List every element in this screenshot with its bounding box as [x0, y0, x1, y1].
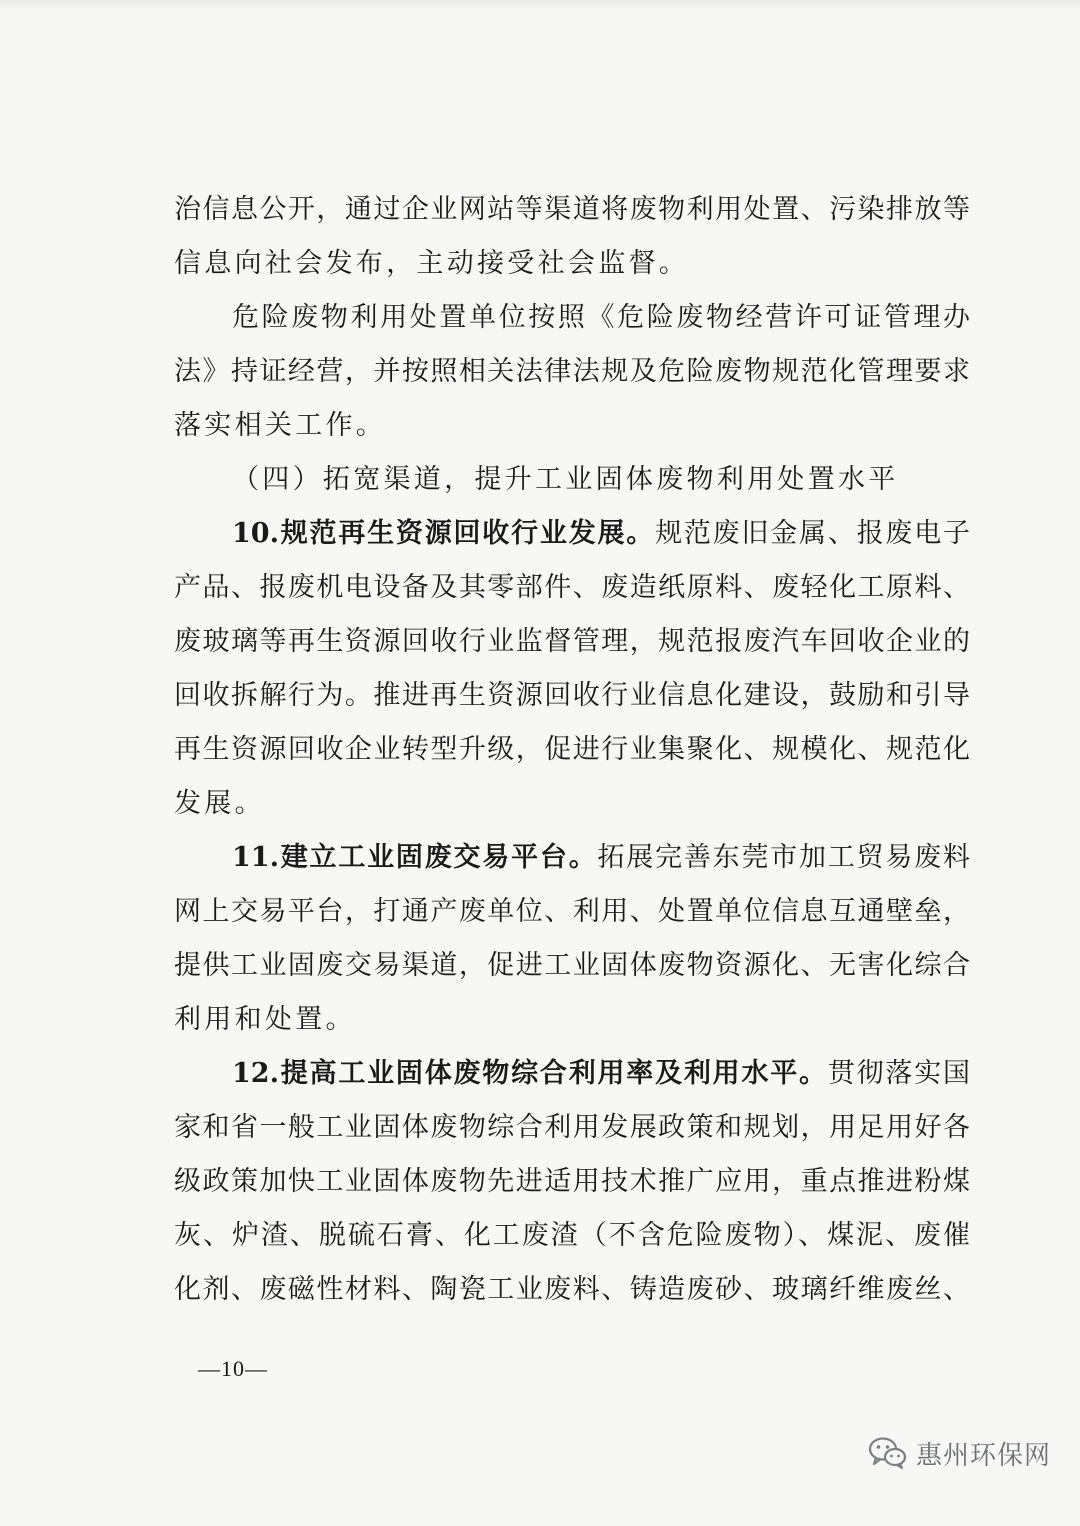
text-line: 家和省一般工业固体废物综合利用发展政策和规划，用足用好各: [174, 1112, 970, 1143]
text-line: 灰、炉渣、脱硫石膏、化工废渣（不含危险废物）、煤泥、废催: [174, 1220, 970, 1251]
item-11-heading: 11.建立工业固废交易平台。: [232, 842, 598, 873]
text-line: 信息向社会发布，主动接受社会监督。: [174, 248, 690, 279]
text-line: 再生资源回收企业转型升级，促进行业集聚化、规模化、规范化: [174, 734, 970, 765]
text-line: 发展。: [174, 788, 265, 819]
item-12-heading: 12.提高工业固体废物综合利用率及利用水平。: [232, 1058, 828, 1089]
page-number: —10—: [198, 1356, 268, 1381]
text-line: 回收拆解行为。推进再生资源回收行业信息化建设，鼓励和引导: [174, 680, 970, 711]
item-10-heading: 10.规范再生资源回收行业发展。: [232, 518, 656, 549]
text-line: 法》持证经营，并按照相关法律法规及危险废物规范化管理要求: [174, 356, 970, 387]
watermark: [868, 1433, 1051, 1473]
item-11-text: 拓展完善东莞市加工贸易废料: [597, 842, 970, 873]
text-line: 化剂、废磁性材料、陶瓷工业废料、铸造废砂、玻璃纤维废丝、: [174, 1274, 970, 1305]
text-line: 提供工业固废交易渠道，促进工业固体废物资源化、无害化综合: [174, 950, 970, 981]
text-line: 网上交易平台，打通产废单位、利用、处置单位信息互通壁垒，: [174, 896, 970, 927]
item-12-first-line: [174, 1047, 970, 1101]
item-11-first-line: [174, 831, 970, 885]
section-heading: （四）拓宽渠道，提升工业固体废物利用处置水平: [232, 464, 899, 495]
item-10-text: 规范废旧金属、报废电子: [655, 518, 971, 549]
page-top-shadow: [0, 0, 1080, 10]
document-body: [174, 183, 970, 1317]
item-12-text: 贯彻落实国: [827, 1058, 970, 1089]
text-line: 利用和处置。: [174, 1004, 356, 1035]
text-line: 危险废物利用处置单位按照《危险废物经营许可证管理办: [232, 302, 970, 333]
text-line: 治信息公开，通过企业网站等渠道将废物利用处置、污染排放等: [174, 194, 970, 225]
text-line: 落实相关工作。: [174, 410, 387, 441]
text-line: 产品、报废机电设备及其零部件、废造纸原料、废轻化工原料、: [174, 572, 970, 603]
text-line: 级政策加快工业固体废物先进适用技术推广应用，重点推进粉煤: [174, 1166, 970, 1197]
watermark-text: 惠州环保网: [916, 1440, 1052, 1471]
wechat-icon: [868, 1436, 908, 1470]
text-line: 废玻璃等再生资源回收行业监督管理，规范报废汽车回收企业的: [174, 626, 970, 657]
item-10-first-line: [174, 507, 970, 561]
